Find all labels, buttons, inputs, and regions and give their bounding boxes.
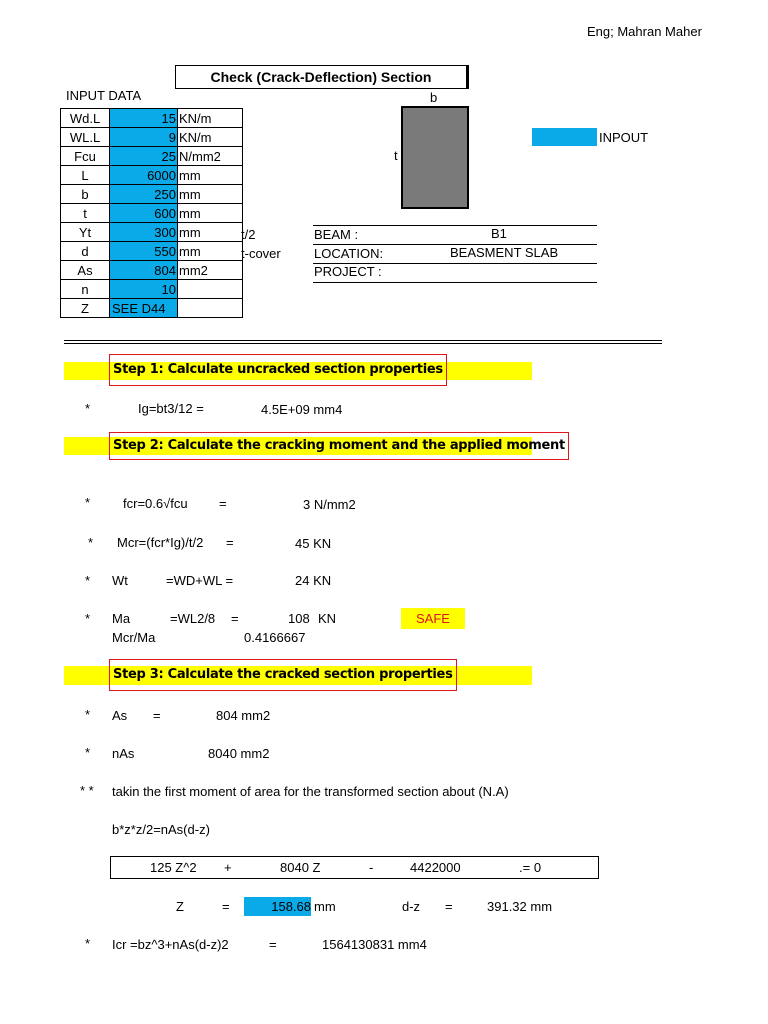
z-eq: =	[222, 899, 230, 914]
beam-value: B1	[491, 226, 507, 241]
input-row	[61, 109, 243, 128]
input-unit: mm	[178, 185, 243, 204]
input-unit: mm	[178, 166, 243, 185]
input-legend-label: INPOUT	[599, 130, 649, 145]
wt-formula: =WD+WL =	[166, 573, 234, 588]
ma-bullet: *	[85, 611, 91, 626]
wt-label: Wt	[112, 573, 128, 588]
author-label: Eng; Mahran Maher	[587, 24, 702, 39]
input-unit: KN/m	[178, 109, 243, 128]
dz-label: d-z	[402, 899, 421, 914]
input-label: L	[61, 166, 110, 185]
nas-value: 8040 mm2	[208, 746, 270, 761]
icr-value: 1564130831 mm4	[322, 937, 427, 952]
project-rule-1	[313, 225, 597, 226]
mcr-bullet: *	[88, 535, 94, 550]
input-unit: mm2	[178, 261, 243, 280]
quad-term-c: 4422000	[410, 860, 461, 875]
sheet-title: Check (Crack-Deflection) Section	[175, 65, 467, 89]
input-data-header: INPUT DATA	[66, 88, 142, 103]
safe-status-badge: SAFE	[401, 608, 465, 629]
separator-top	[64, 340, 662, 341]
quad-plus: +	[224, 860, 232, 875]
note-bullet: * *	[80, 783, 94, 798]
nas-bullet: *	[85, 745, 91, 760]
input-row	[61, 185, 243, 204]
ma-eq: =	[231, 611, 239, 626]
input-unit: KN/m	[178, 128, 243, 147]
separator-bottom	[64, 343, 662, 344]
d-note: t-cover	[241, 246, 281, 261]
input-label: n	[61, 280, 110, 299]
input-row	[61, 280, 243, 299]
diagram-t-label: t	[394, 148, 398, 163]
transformed-section-note: takin the first moment of area for the transformed section about (N.A)	[112, 784, 509, 799]
as-value: 804 mm2	[216, 708, 271, 723]
input-label: b	[61, 185, 110, 204]
fcr-label: fcr=0.6√fcu	[123, 496, 188, 511]
mcr-eq: =	[226, 535, 234, 550]
location-label: LOCATION:	[314, 246, 384, 261]
input-row	[61, 223, 243, 242]
input-row	[61, 204, 243, 223]
dz-eq: =	[445, 899, 453, 914]
input-label: Yt	[61, 223, 110, 242]
z-label: Z	[176, 899, 184, 914]
input-value[interactable]: 15	[110, 109, 178, 128]
ma-label: Ma	[112, 611, 131, 626]
mcr-label: Mcr=(fcr*Ig)/t/2	[117, 535, 204, 550]
input-label: t	[61, 204, 110, 223]
input-unit: mm	[178, 223, 243, 242]
mcr-value: 45 KN	[295, 536, 332, 551]
as-label: As	[112, 708, 128, 723]
input-row	[61, 128, 243, 147]
icr-bullet: *	[85, 936, 91, 951]
input-row	[61, 166, 243, 185]
ig-label: Ig=bt3/12 =	[138, 401, 204, 416]
moment-equation: b*z*z/2=nAs(d-z)	[112, 822, 210, 837]
input-value[interactable]: 10	[110, 280, 178, 299]
ma-value: 108	[288, 611, 310, 626]
input-table	[60, 108, 243, 318]
input-value[interactable]: 250	[110, 185, 178, 204]
ratio-label: Mcr/Ma	[112, 630, 156, 645]
ma-unit: KN	[318, 611, 337, 626]
icr-label: Icr =bz^3+nAs(d-z)2	[112, 937, 229, 952]
input-value[interactable]: 6000	[110, 166, 178, 185]
step1-title: Step 1: Calculate uncracked section properties	[109, 354, 447, 386]
dz-value: 391.32 mm	[487, 899, 553, 914]
input-label: As	[61, 261, 110, 280]
input-label: d	[61, 242, 110, 261]
wt-bullet: *	[85, 573, 91, 588]
z-value: 158.68	[244, 897, 311, 916]
step3-title: Step 3: Calculate the cracked section properties	[109, 659, 457, 691]
step2-title: Step 2: Calculate the cracking moment and the applied moment	[109, 432, 569, 460]
fcr-value: 3 N/mm2	[303, 497, 356, 512]
input-value[interactable]: 25	[110, 147, 178, 166]
as-bullet: *	[85, 707, 91, 722]
input-value[interactable]: 9	[110, 128, 178, 147]
input-label: Z	[61, 299, 110, 318]
input-row	[61, 299, 243, 318]
beam-label: BEAM :	[314, 227, 359, 242]
nas-label: nAs	[112, 746, 135, 761]
ratio-value: 0.4166667	[244, 630, 306, 645]
as-eq: =	[153, 708, 161, 723]
quad-rhs: .= 0	[519, 860, 542, 875]
input-unit: N/mm2	[178, 147, 243, 166]
input-label: Fcu	[61, 147, 110, 166]
ma-formula: =WL2/8	[170, 611, 216, 626]
location-value: BEASMENT SLAB	[450, 245, 559, 260]
input-value[interactable]: 600	[110, 204, 178, 223]
step1-bullet: *	[85, 401, 91, 416]
quad-term-a: 125 Z^2	[150, 860, 197, 875]
fcr-bullet: *	[85, 495, 91, 510]
project-rule-4	[313, 282, 597, 283]
input-unit: mm	[178, 204, 243, 223]
yt-note: t/2	[241, 227, 256, 242]
project-label: PROJECT :	[314, 264, 382, 279]
input-unit: mm	[178, 242, 243, 261]
input-unit	[178, 280, 243, 299]
input-value[interactable]: SEE D44	[110, 299, 178, 318]
wt-value: 24 KN	[295, 573, 332, 588]
input-legend-swatch	[532, 128, 597, 146]
fcr-eq: =	[219, 496, 227, 511]
ig-value: 4.5E+09 mm4	[261, 402, 343, 417]
input-value[interactable]: 550	[110, 242, 178, 261]
input-row	[61, 242, 243, 261]
icr-eq: =	[269, 937, 277, 952]
z-unit: mm	[314, 899, 336, 914]
input-label: Wd.L	[61, 109, 110, 128]
quad-term-b: 8040 Z	[280, 860, 321, 875]
input-unit	[178, 299, 243, 318]
diagram-b-label: b	[430, 90, 438, 105]
input-value[interactable]: 300	[110, 223, 178, 242]
beam-section-diagram	[401, 106, 469, 209]
input-row	[61, 147, 243, 166]
quad-minus: -	[369, 860, 374, 875]
input-row	[61, 261, 243, 280]
input-value[interactable]: 804	[110, 261, 178, 280]
input-label: WL.L	[61, 128, 110, 147]
